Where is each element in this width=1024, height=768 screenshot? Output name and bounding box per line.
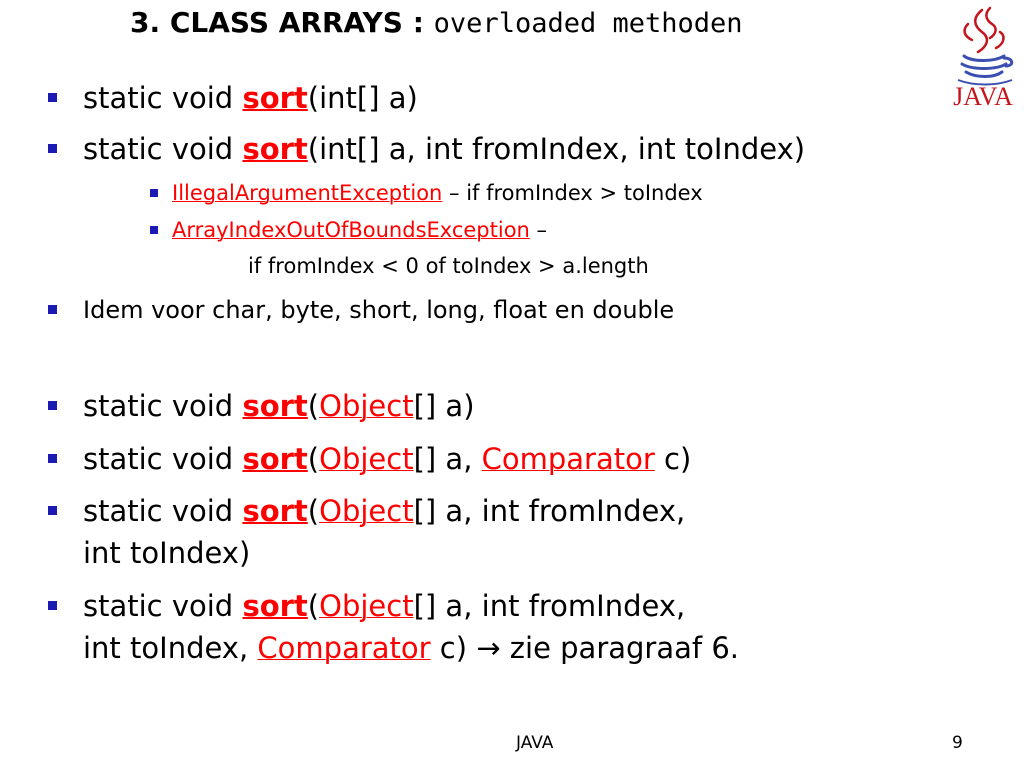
sub-list-item: [172, 176, 703, 210]
item-text: [] a,: [413, 442, 482, 476]
item-text: [] a): [413, 389, 475, 423]
bullet-icon: [48, 93, 57, 102]
bullet-icon: [150, 189, 158, 197]
bullet-icon: [48, 454, 57, 463]
item-text: int toIndex): [83, 536, 251, 570]
java-logo-icon: [944, 4, 1022, 112]
bullet-icon: [150, 226, 158, 234]
item-text: (: [307, 494, 320, 528]
list-item: [83, 435, 691, 483]
list-item: [83, 487, 685, 535]
item-text: c): [654, 442, 692, 476]
continuation-text: if fromIndex < 0 of toIndex > a.length: [248, 254, 649, 278]
method-name: sort: [242, 81, 308, 115]
list-item: [83, 382, 475, 430]
page-number: 9: [952, 733, 963, 753]
title-code: overloaded methoden: [433, 8, 743, 39]
class-link[interactable]: Comparator: [481, 442, 655, 476]
item-text: (: [307, 389, 320, 423]
arrow-right-icon: →: [476, 631, 501, 665]
item-text: (int[] a, int fromIndex, int toIndex): [307, 132, 806, 166]
class-link[interactable]: Object: [319, 442, 414, 476]
class-link[interactable]: Object: [319, 494, 414, 528]
bullet-icon: [48, 601, 57, 610]
item-text: static void: [83, 389, 243, 423]
bullet-icon: [48, 144, 57, 153]
item-text: static void: [83, 494, 243, 528]
method-name: sort: [242, 132, 308, 166]
item-text: static void: [83, 132, 243, 166]
list-item: [83, 125, 805, 173]
item-text: (: [307, 442, 320, 476]
item-text: [] a, int fromIndex,: [413, 494, 686, 528]
slide-title: [130, 6, 743, 39]
footer-label: JAVA: [516, 733, 554, 753]
item-text: static void: [83, 442, 243, 476]
item-text: c): [430, 631, 477, 665]
item-text: static void: [83, 81, 243, 115]
list-item-continuation: [83, 624, 739, 672]
method-name: sort: [242, 389, 308, 423]
sub-list-item: [172, 213, 547, 247]
method-name: sort: [242, 494, 308, 528]
class-link[interactable]: Object: [319, 389, 414, 423]
list-item: [83, 74, 418, 122]
class-link[interactable]: Object: [319, 589, 414, 623]
method-name: sort: [242, 442, 308, 476]
list-item: [83, 582, 685, 630]
item-text: (: [307, 589, 320, 623]
item-text: –: [529, 218, 548, 242]
class-link[interactable]: Comparator: [257, 631, 431, 665]
item-text: – if fromIndex > toIndex: [442, 181, 703, 205]
item-text: static void: [83, 589, 243, 623]
list-item: [83, 286, 674, 334]
item-text: [] a, int fromIndex,: [413, 589, 686, 623]
bullet-icon: [48, 401, 57, 410]
title-main: 3. CLASS ARRAYS :: [130, 6, 434, 39]
item-text: (int[] a): [307, 81, 418, 115]
bullet-icon: [48, 305, 57, 314]
exception-link[interactable]: IllegalArgumentException: [172, 181, 443, 205]
item-text: int toIndex,: [83, 631, 258, 665]
bullet-icon: [48, 506, 57, 515]
item-text: zie paragraaf 6.: [500, 631, 739, 665]
item-text: Idem voor char, byte, short, long, float en double: [83, 296, 675, 324]
logo-text: JAVA: [953, 82, 1013, 111]
exception-link[interactable]: ArrayIndexOutOfBoundsException: [172, 218, 530, 242]
list-item-continuation: [83, 529, 250, 577]
method-name: sort: [242, 589, 308, 623]
